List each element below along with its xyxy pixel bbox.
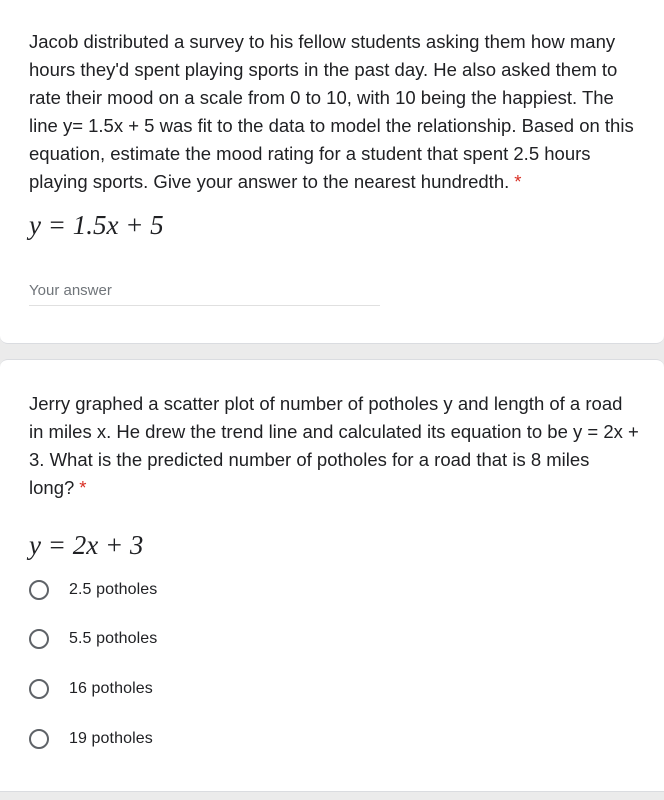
radio-option[interactable]	[29, 577, 157, 603]
radio-button[interactable]	[29, 679, 49, 699]
option-label: 5.5 potholes	[69, 630, 158, 647]
equation-image	[29, 530, 143, 561]
question-card-2	[0, 359, 664, 792]
equation-text: y = 1.5x + 5	[29, 210, 164, 240]
option-label: 2.5 potholes	[69, 581, 158, 598]
radio-option[interactable]	[29, 726, 153, 752]
radio-button[interactable]	[29, 629, 49, 649]
question-text	[29, 390, 664, 502]
radio-button[interactable]	[29, 580, 49, 600]
radio-button[interactable]	[29, 729, 49, 749]
required-asterisk: *	[79, 477, 87, 498]
radio-option[interactable]	[29, 676, 153, 702]
question-body: Jerry graphed a scatter plot of number of potholes y and length of a road in miles x. He drew the trend line and calculated its equation to be y = 2x + 3. What is the predicted number of potholes for a road that is 8 miles long?	[29, 393, 639, 498]
radio-option[interactable]	[29, 626, 157, 652]
question-body: Jacob distributed a survey to his fellow students asking them how many hours they'd spent playing sports in the past day. He also asked them to rate their mood on a scale from 0 to 10, with 10 being the happiest. The line y= 1.5x + 5 was fit to the data to model the relationship. Based on this equation, estimate the mood rating for a student that spent 2.5 hours playing sports. Give your answer to the nearest hundredth.	[29, 31, 634, 192]
answer-placeholder: Your answer	[29, 282, 112, 299]
answer-input[interactable]	[29, 275, 380, 306]
option-label: 16 potholes	[69, 680, 153, 697]
option-label: 19 potholes	[69, 730, 153, 747]
question-text	[29, 28, 664, 196]
equation-text: y = 2x + 3	[29, 530, 144, 560]
equation-image	[29, 210, 164, 241]
required-asterisk: *	[514, 171, 522, 192]
question-card-1	[0, 0, 664, 344]
